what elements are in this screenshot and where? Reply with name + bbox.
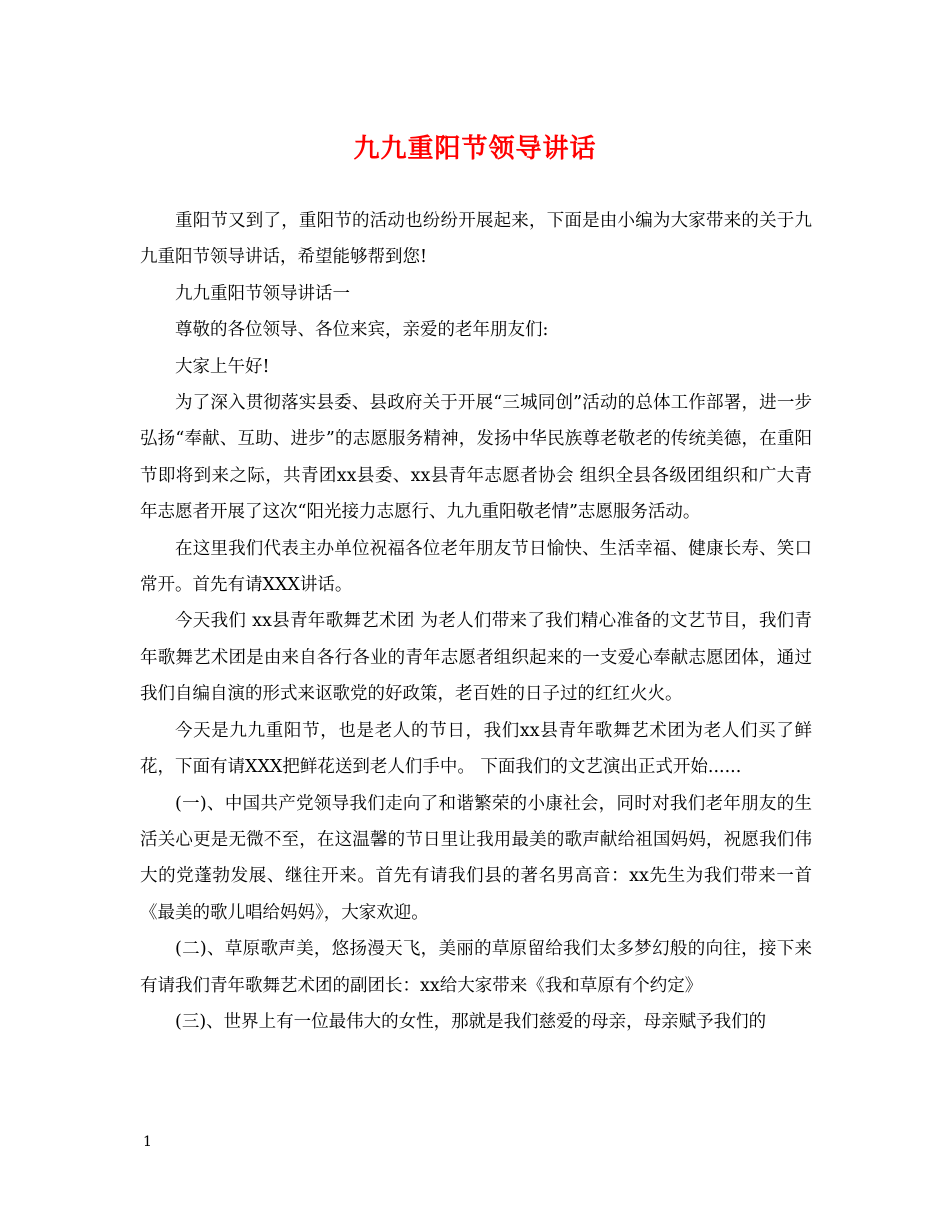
paragraph: 在这里我们代表主办单位祝福各位老年朋友节日愉快、生活幸福、健康长寿、笑口常开。首先有请XXX讲话。 xyxy=(140,538,812,596)
paragraph: (三)、世界上有一位最伟大的女性，那就是我们慈爱的母亲，母亲赋予我们的 xyxy=(175,1011,767,1032)
paragraph: (二)、草原歌声美，悠扬漫天飞，美丽的草原留给我们太多梦幻般的向往，接下来有请我们青年歌舞艺术团的副团长：xx给大家带来《我和草原有个约定》 xyxy=(140,939,812,996)
document-title: 九九重阳节领导讲话 xyxy=(353,134,597,164)
paragraph: 今天是九九重阳节，也是老人的节日，我们xx县青年歌舞艺术团为老人们买了鲜花，下面有请XXX把鲜花送到老人们手中。 下面我们的文艺演出正式开始...... xyxy=(140,720,812,778)
paragraph: 今天我们 xx县青年歌舞艺术团 为老人们带来了我们精心准备的文艺节目，我们青年歌舞艺术团是由来自各行各业的青年志愿者组织起来的一支爱心奉献志愿团体，通过我们自编自演的形式来讴歌党的好政策，老百姓的日子过的红红火火。 xyxy=(140,611,812,705)
paragraph: 为了深入贯彻落实县委、县政府关于开展“三城同创”活动的总体工作部署，进一步弘扬“奉献、互助、进步”的志愿服务精神，发扬中华民族尊老敬老的传统美德，在重阳节即将到来之际，共青团xx县委、xx县青年志愿者协会 组织全县各级团组织和广大青年志愿者开展了这次“阳光接力志愿行、九九重阳敬老情”志愿服务活动。 xyxy=(140,393,812,523)
document-body xyxy=(140,203,812,1040)
paragraph: 大家上午好! xyxy=(175,356,270,377)
paragraph: 九九重阳节领导讲话一 xyxy=(175,283,350,304)
page-number: 1 xyxy=(143,1134,152,1150)
paragraph: 尊敬的各位领导、各位来宾，亲爱的老年朋友们: xyxy=(175,320,549,341)
paragraph: (一)、中国共产党领导我们走向了和谐繁荣的小康社会，同时对我们老年朋友的生活关心更是无微不至，在这温馨的节日里让我用最美的歌声献给祖国妈妈，祝愿我们伟大的党蓬勃发展、继往开来。首先有请我们县的著名男高音：xx先生为我们带来一首《最美的歌儿唱给妈妈》，大家欢迎。 xyxy=(140,793,812,923)
paragraph: 重阳节又到了，重阳节的活动也纷纷开展起来，下面是由小编为大家带来的关于九九重阳节领导讲话，希望能够帮到您! xyxy=(140,211,812,268)
